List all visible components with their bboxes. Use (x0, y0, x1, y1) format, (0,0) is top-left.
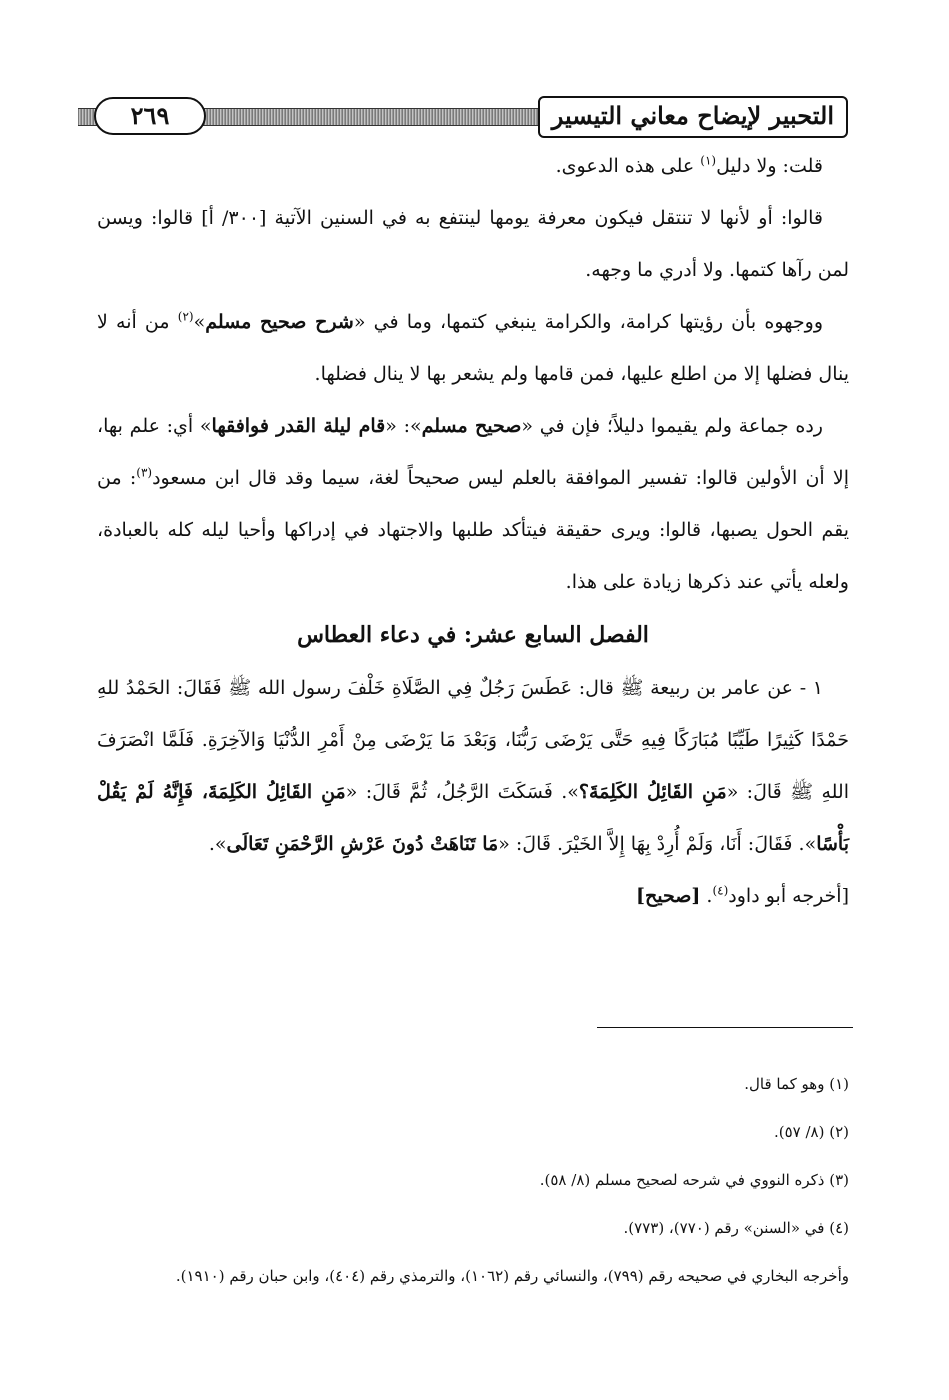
paragraph-2: قالوا: أو لأنها لا تنتقل فيكون معرفة يومها لينتفع به في السنين الآتية [٣٠٠/ أ] قالوا: ويسن لمن رآها كتمها. ولا أدري ما وجهه. (97, 207, 849, 281)
paragraph-text: : من يقم الحول يصبها، قالوا: ويرى حقيقة فيتأكد طلبها والاجتهاد في إدراكها وأحيا ليله كله بالعبادة، ولعله يأتي عند ذكرها زيادة على هذا. (97, 467, 849, 593)
prophet-quote: مَنِ القَائِلُ الكَلِمَةَ، فَإِنَّهُ لَمْ يَقُلْ بَأْسًا (97, 781, 849, 855)
paragraph-3 (97, 296, 849, 400)
footnote-ref-3: (٣) (136, 465, 153, 480)
paragraph-text: قلت: ولا دليل (716, 155, 823, 177)
cited-book-title: صحيح مسلم (421, 415, 522, 437)
chapter-title: الفصل السابع عشر: في دعاء العطاس (297, 622, 649, 648)
footnote-ref-1: (١) (700, 153, 717, 168)
page-number: ٢٦٩ (94, 97, 206, 135)
footnote-4-continued: وأخرجه البخاري في صحيحه رقم (٧٩٩)، والنسائي رقم (١٠٦٢)، والترمذي رقم (٤٠٤)، وابن حبان رقم (١٩١٠). (175, 1267, 849, 1285)
hadith-text: ». فَسَكَتَ الرَّجُلُ، ثُمَّ قَالَ: « (345, 781, 579, 803)
footnote-4: (٤) في «السنن» رقم (٧٧٠)، (٧٧٣). (623, 1219, 849, 1237)
source-text: [أخرجه أبو داود (728, 885, 849, 907)
footnote-separator (597, 1027, 853, 1028)
footnotes (97, 1060, 849, 1300)
footnote-3: (٣) ذكره النووي في شرحه لصحيح مسلم (٨/ ٥٨). (539, 1171, 849, 1189)
footnote-ref-2: (٢) (177, 309, 194, 324)
paragraph-1 (97, 140, 849, 192)
footnote-2: (٢) (٨/ ٥٧). (773, 1123, 849, 1141)
cited-book-title: شرح صحيح مسلم (205, 311, 354, 333)
paragraph-text: على هذه الدعوى. (555, 155, 701, 177)
hadith-text: ». فَقَالَ: أَنَا، وَلَمْ أُرِدْ بِهَا إِلاَّ الخَيْرَ. قَالَ: « (498, 833, 817, 855)
book-title: التحبير لإيضاح معاني التيسير (538, 96, 848, 138)
hadith-paragraph (97, 662, 849, 870)
paragraph-text: » أي: علم بها، إلا أن الأولين قالوا: تفسير الموافقة بالعلم ليس صحيحاً لغة، سيما وقد قال ابن مسعود (97, 415, 850, 489)
prophet-quote: مَنِ القَائِلُ الكَلِمَةَ؟ (578, 781, 727, 803)
paragraph-text: ووجهوه بأن رؤيتها كرامة، والكرامة ينبغي كتمها، وما في « (353, 311, 823, 333)
paragraph-text: »: « (385, 415, 422, 437)
main-text (97, 140, 849, 922)
paragraph-text: من أنه لا ينال فضلها إلا من اطلع عليها، فمن قامها ولم يشعر بها لا ينال فضلها. (97, 311, 849, 385)
hadith-text: ١ - عن عامر بن ربيعة ﷺ قال: عَطَسَ رَجُلٌ فِي الصَّلَاةِ خَلْفَ رسول الله ﷺ فَقَالَ: الحَمْدُ للهِ حَمْدًا كَثِيرًا طَيِّبًا مُبَارَكًا فِيهِ حَتَّى يَرْضَى رَبُّنَا، وَبَعْدَ مَا يَرْضَى مِنْ أَمْرِ الدُّنْيَا وَالآخِرَةِ. فَلَمَّا انْصَرَفَ اللهِ ﷺ قَالَ: « (97, 677, 849, 803)
footnote-1: (١) وهو كما قال. (744, 1075, 849, 1093)
paragraph-text: » (193, 311, 206, 333)
source-text: . (700, 885, 713, 907)
hadith-source (97, 870, 849, 922)
paragraph-4 (97, 400, 849, 608)
prophet-quote: مَا تَنَاهَتْ دُونَ عَرْشِ الرَّحْمَنِ تَعَالَى (226, 833, 499, 855)
page-header (78, 96, 848, 136)
hadith-text: ». (208, 833, 227, 855)
hadith-grade: [صحيح] (635, 885, 701, 907)
quoted-hadith-phrase: قام ليلة القدر فوافقها (211, 415, 386, 437)
footnote-ref-4: (٤) (712, 883, 729, 898)
paragraph-text: رده جماعة ولم يقيموا دليلاً؛ فإن في « (521, 415, 823, 437)
